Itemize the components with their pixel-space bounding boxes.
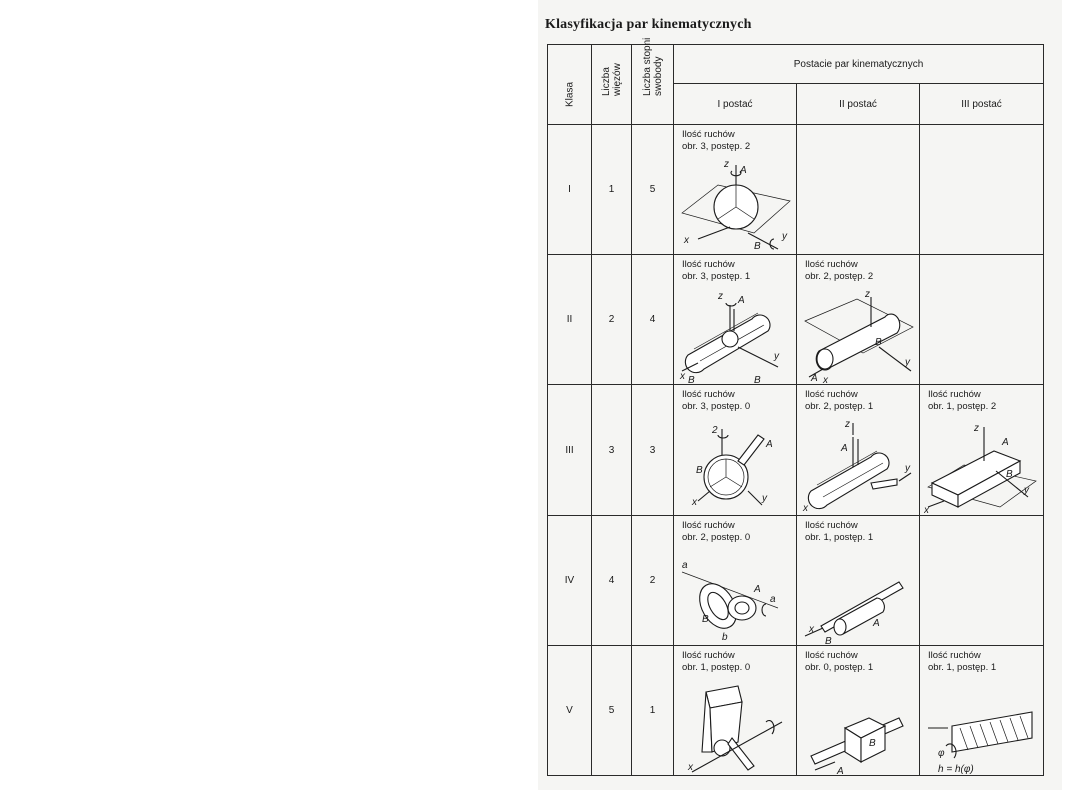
header-form-1: I postać [674,84,797,125]
svg-text:x: x [823,375,828,384]
motion-count-text: Ilość ruchów obr. 1, postęp. 1 [805,519,874,543]
sphere-in-slotted-cylinder-icon [678,291,792,383]
svg-text:y: y [782,231,787,243]
header-postacie: Postacie par kinematycznych [674,45,1044,84]
svg-text:a: a [682,559,688,571]
svg-text:y: y [905,357,910,369]
header-klasa: Klasa [548,45,592,125]
svg-text:A: A [811,373,818,384]
cell-klasa: V [548,645,592,775]
svg-text:A: A [1002,437,1009,449]
cell-klasa: IV [548,515,592,645]
svg-text:x: x [688,761,693,773]
svg-text:A: A [740,165,747,177]
header-form-3: III postać [920,84,1044,125]
svg-text:z: z [724,161,729,171]
cell-wiezy: 5 [592,645,632,775]
motion-count-text: Ilość ruchów obr. 3, postęp. 0 [682,389,751,413]
pin-in-slotted-cylinder-icon [801,421,915,513]
screw-pair-icon [924,682,1038,774]
svg-text:x: x [924,505,929,514]
svg-text:b: b [722,631,728,643]
cell-form-3 [920,645,1044,775]
svg-text:B: B [702,613,709,625]
svg-text:A: A [766,439,773,451]
cell-stopnie: 3 [632,385,674,515]
cylinder-on-plane-icon [801,291,915,383]
header-form-2: II postać [797,84,920,125]
svg-text:B: B [754,375,761,384]
page-title: Klasyfikacja par kinematycznych [545,17,752,32]
svg-text:A: A [837,765,844,774]
sphere-on-plane-icon [678,161,792,253]
motion-count-text: Ilość ruchów obr. 1, postęp. 0 [682,649,751,673]
cell-klasa: I [548,125,592,255]
motion-count-text: Ilość ruchów obr. 2, postęp. 0 [682,519,751,543]
prismatic-slider-icon [801,682,915,774]
motion-count-text: Ilość ruchów obr. 2, postęp. 1 [805,389,874,413]
svg-text:x: x [684,235,689,247]
svg-text:x: x [809,623,814,635]
svg-text:B: B [696,465,703,477]
cell-form-1 [674,255,797,385]
svg-text:z: z [845,421,850,431]
cell-form-2 [797,515,920,645]
cell-stopnie: 4 [632,255,674,385]
motion-count-text: Ilość ruchów obr. 1, postęp. 1 [928,649,997,673]
svg-text:z: z [865,291,870,301]
motion-count-text: Ilość ruchów obr. 1, postęp. 2 [928,389,997,413]
motion-count-text: Ilość ruchów obr. 2, postęp. 2 [805,259,874,283]
svg-text:z: z [718,291,723,303]
cell-form-3 [920,125,1044,255]
chain-links-icon [678,552,792,644]
cell-stopnie: 2 [632,515,674,645]
prism-on-plane-icon [924,421,1038,513]
svg-text:B: B [825,635,832,644]
svg-text:B: B [875,337,882,349]
svg-text:A: A [754,583,761,595]
cell-form-1 [674,385,797,515]
cell-form-1 [674,515,797,645]
svg-text:B: B [754,241,761,253]
cell-klasa: III [548,385,592,515]
svg-text:x: x [803,503,808,514]
cylindrical-pair-icon [801,552,915,644]
cell-form-1 [674,125,797,255]
svg-text:z: z [974,423,979,435]
table-row [548,385,1044,515]
cell-form-2 [797,255,920,385]
cell-wiezy: 1 [592,125,632,255]
kinematic-pairs-table [547,37,1044,776]
svg-text:h = h(φ): h = h(φ) [938,763,974,774]
svg-text:y: y [1024,485,1029,497]
svg-text:A: A [841,443,848,455]
svg-text:B: B [869,737,876,749]
cell-wiezy: 3 [592,385,632,515]
cell-stopnie: 1 [632,645,674,775]
table-row [548,255,1044,385]
svg-text:x: x [692,497,697,509]
svg-text:A: A [873,617,880,629]
motion-count-text: Ilość ruchów obr. 3, postęp. 2 [682,129,751,153]
cell-form-3 [920,515,1044,645]
svg-text:B: B [688,375,695,384]
svg-text:y: y [762,493,767,505]
svg-text:A: A [738,295,745,307]
table-row [548,125,1044,255]
cell-klasa: II [548,255,592,385]
svg-text:y: y [774,351,779,363]
svg-text:φ: φ [938,747,945,759]
svg-text:B: B [1006,469,1013,481]
table-row [548,515,1044,645]
cell-wiezy: 4 [592,515,632,645]
header-liczba-wiezow: Liczba więzów [592,45,632,125]
cell-form-1 [674,645,797,775]
svg-text:y: y [905,463,910,475]
motion-count-text: Ilość ruchów obr. 3, postęp. 1 [682,259,751,283]
cell-form-3 [920,385,1044,515]
cell-stopnie: 5 [632,125,674,255]
svg-text:x: x [680,371,685,383]
svg-text:2: 2 [712,425,718,437]
cell-form-3 [920,255,1044,385]
cell-form-2 [797,125,920,255]
cell-form-2 [797,645,920,775]
revolute-hinge-icon [678,682,792,774]
spherical-joint-icon [678,421,792,513]
header-liczba-stopni: Liczba stopni swobody [632,45,674,125]
motion-count-text: Ilość ruchów obr. 0, postęp. 1 [805,649,874,673]
svg-text:a: a [770,593,776,605]
table-row [548,645,1044,775]
cell-form-2 [797,385,920,515]
cell-wiezy: 2 [592,255,632,385]
